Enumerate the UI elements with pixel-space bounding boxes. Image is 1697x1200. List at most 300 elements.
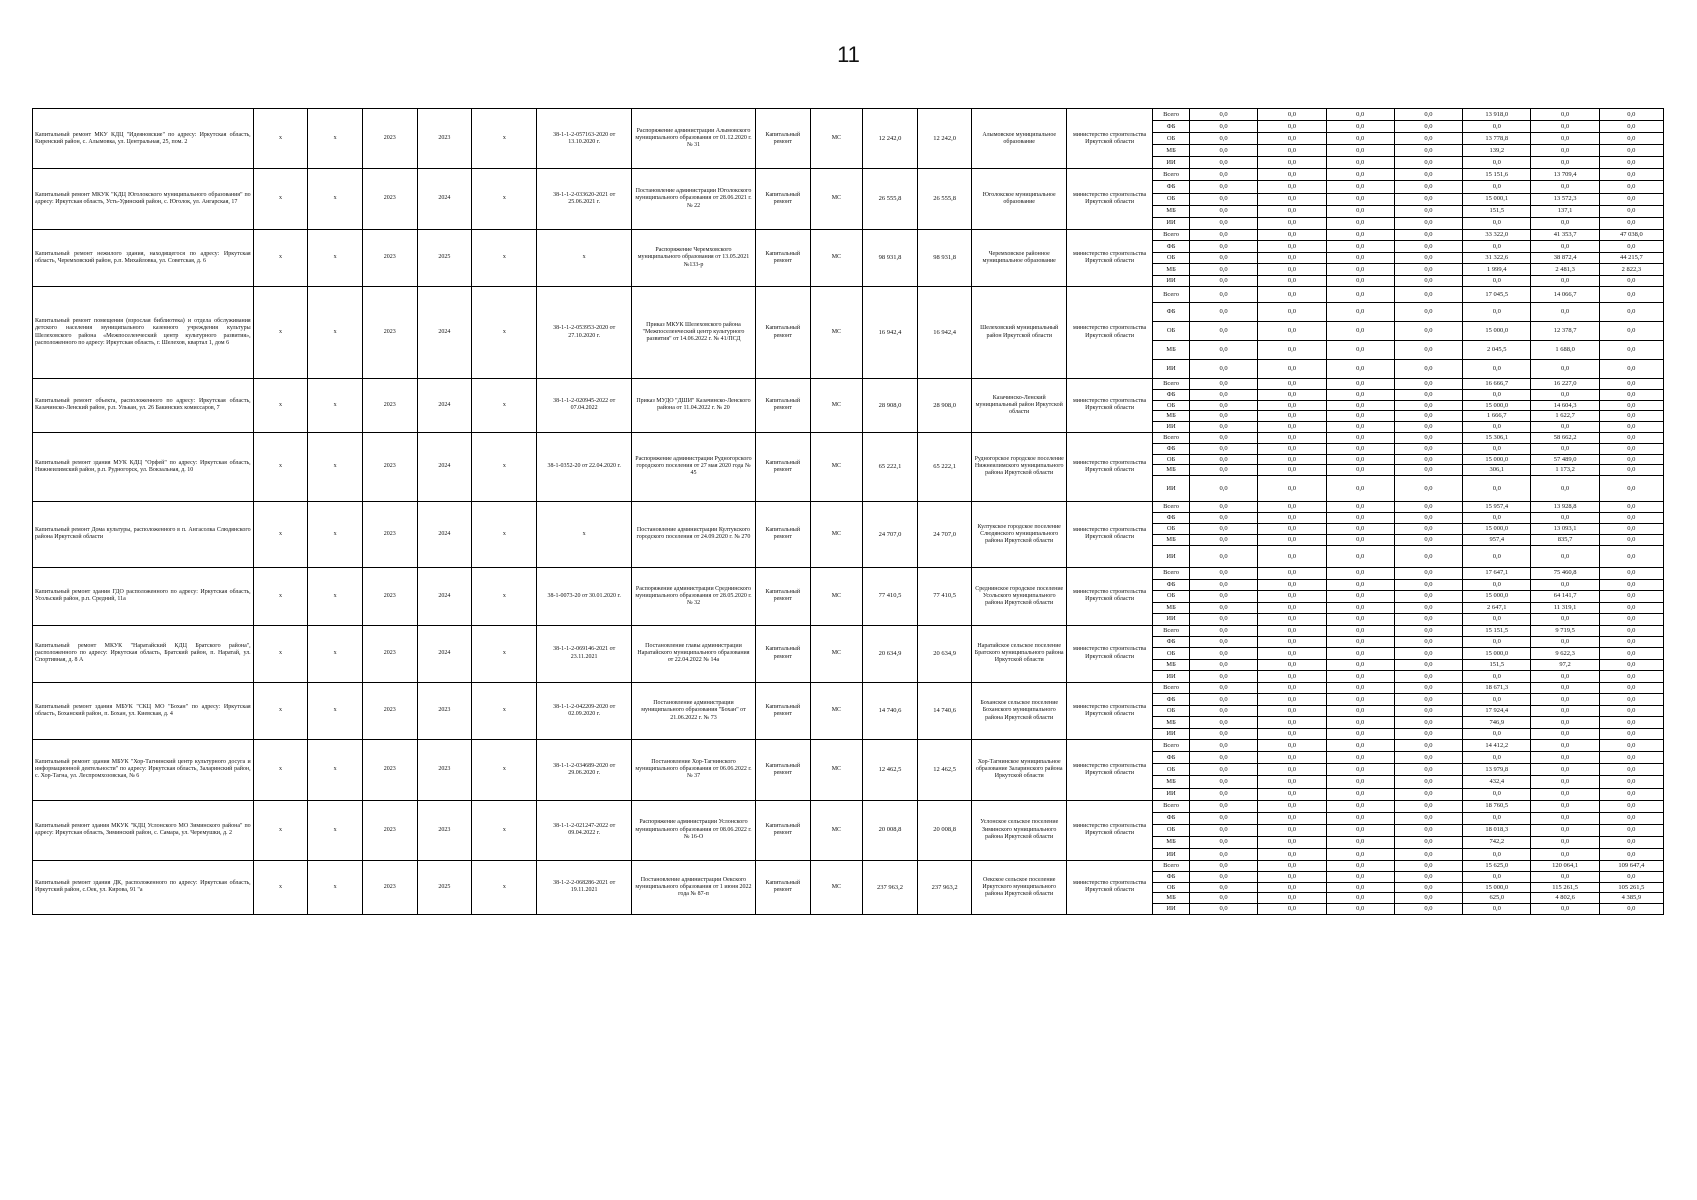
unit-cell: МС: [810, 740, 863, 800]
funding-amount-cell: 57 489,0: [1531, 454, 1599, 465]
approval-document-cell: Постановление Хор-Тагнинского муниципального образования от 06.06.2022 г. № 37: [631, 740, 755, 800]
funding-source-label: ОБ: [1153, 193, 1190, 205]
investment-table: [32, 108, 1664, 915]
approval-document-cell: Распоряжение администрации Алымовского муниципального образования от 01.12.2020 г. № 31: [631, 109, 755, 169]
customer-cell: Хор-Тагнинское муниципальное образование Заларинского района Иркутской области: [972, 740, 1067, 800]
funding-amount-cell: 432,4: [1463, 776, 1531, 788]
col-3-cell: х: [308, 432, 363, 501]
funding-amount-cell: 0,0: [1394, 501, 1462, 512]
estimated-cost-cell: 12 242,0: [863, 109, 918, 169]
funding-amount-cell: 0,0: [1394, 752, 1462, 764]
remaining-cost-cell: 20 008,8: [917, 800, 972, 860]
funding-amount-cell: 0,0: [1326, 800, 1394, 812]
funding-source-label: ОБ: [1153, 400, 1190, 411]
funding-amount-cell: 0,0: [1189, 252, 1257, 263]
funding-amount-cell: 0,0: [1394, 287, 1462, 303]
funding-amount-cell: 0,0: [1258, 287, 1326, 303]
estimated-cost-cell: 77 410,5: [863, 568, 918, 625]
funding-amount-cell: 0,0: [1599, 717, 1663, 728]
funding-amount-cell: 0,0: [1394, 740, 1462, 752]
funding-amount-cell: 0,0: [1326, 169, 1394, 181]
funding-amount-cell: 0,0: [1531, 705, 1599, 716]
end-year-cell: 2024: [417, 432, 472, 501]
funding-amount-cell: 0,0: [1189, 454, 1257, 465]
table-row: [33, 169, 1664, 181]
expertise-cell: 38-1-1-2-057163-2020 от 13.10.2020 г.: [537, 109, 632, 169]
col-6-cell: х: [472, 169, 537, 229]
funding-amount-cell: 0,0: [1599, 217, 1663, 229]
funding-amount-cell: 0,0: [1394, 157, 1462, 169]
grbs-cell: министерство строительства Иркутской области: [1067, 740, 1153, 800]
estimated-cost-cell: 237 963,2: [863, 860, 918, 914]
funding-amount-cell: 0,0: [1394, 340, 1462, 359]
funding-amount-cell: 109 647,4: [1599, 860, 1663, 871]
funding-amount-cell: 0,0: [1531, 682, 1599, 693]
estimated-cost-cell: 28 908,0: [863, 378, 918, 432]
funding-amount-cell: 0,0: [1394, 871, 1462, 882]
start-year-cell: 2023: [362, 568, 417, 625]
funding-amount-cell: 0,0: [1258, 241, 1326, 252]
funding-amount-cell: 0,0: [1326, 648, 1394, 659]
col-3-cell: х: [308, 625, 363, 682]
funding-amount-cell: 0,0: [1258, 121, 1326, 133]
funding-amount-cell: 0,0: [1258, 523, 1326, 534]
funding-amount-cell: 0,0: [1531, 241, 1599, 252]
col-2-cell: х: [253, 229, 308, 286]
funding-amount-cell: 0,0: [1394, 217, 1462, 229]
funding-amount-cell: 0,0: [1531, 443, 1599, 454]
funding-amount-cell: 0,0: [1599, 682, 1663, 693]
funding-amount-cell: 0,0: [1394, 776, 1462, 788]
estimated-cost-cell: 24 707,0: [863, 501, 918, 567]
funding-amount-cell: 1 666,7: [1463, 411, 1531, 422]
funding-amount-cell: 0,0: [1463, 546, 1531, 568]
funding-amount-cell: 0,0: [1394, 800, 1462, 812]
funding-amount-cell: 0,0: [1463, 671, 1531, 682]
customer-cell: Оекское сельское поселение Иркутского муниципального района Иркутской области: [972, 860, 1067, 914]
funding-amount-cell: 0,0: [1394, 614, 1462, 625]
funding-amount-cell: 0,0: [1531, 476, 1599, 502]
customer-cell: Наратайское сельское поселение Братского муниципального района Иркутской области: [972, 625, 1067, 682]
funding-amount-cell: 0,0: [1258, 860, 1326, 871]
expertise-cell: 38-1-1-2-020945-2022 от 07.04.2022: [537, 378, 632, 432]
funding-amount-cell: 0,0: [1531, 788, 1599, 800]
object-name-cell: Капитальный ремонт нежилого здания, находящегося по адресу: Иркутская область, Черемховский район, р.п. Михайловка, ул. Советская, д. 6: [33, 229, 254, 286]
col-2-cell: х: [253, 625, 308, 682]
unit-cell: МС: [810, 860, 863, 914]
funding-amount-cell: 0,0: [1394, 169, 1462, 181]
funding-amount-cell: 0,0: [1258, 275, 1326, 286]
approval-document-cell: Постановление главы администрации Наратайского муниципального образования от 22.04.2022 № 14а: [631, 625, 755, 682]
funding-source-label: ОБ: [1153, 764, 1190, 776]
col-3-cell: х: [308, 287, 363, 379]
funding-amount-cell: 0,0: [1531, 740, 1599, 752]
funding-amount-cell: 0,0: [1258, 193, 1326, 205]
funding-amount-cell: 0,0: [1326, 359, 1394, 378]
funding-amount-cell: 120 064,1: [1531, 860, 1599, 871]
funding-amount-cell: 2 045,5: [1463, 340, 1531, 359]
funding-amount-cell: 0,0: [1394, 591, 1462, 602]
funding-amount-cell: 15 957,4: [1463, 501, 1531, 512]
funding-amount-cell: 0,0: [1326, 241, 1394, 252]
col-3-cell: х: [308, 860, 363, 914]
work-type-cell: Капитальный ремонт: [755, 501, 810, 567]
funding-amount-cell: 41 353,7: [1531, 229, 1599, 240]
approval-document-cell: Постановление администрации муниципального образования "Бохан" от 21.06.2022 г. № 73: [631, 682, 755, 739]
funding-amount-cell: 0,0: [1463, 848, 1531, 860]
funding-source-label: Всего: [1153, 682, 1190, 693]
funding-amount-cell: 0,0: [1599, 321, 1663, 340]
funding-amount-cell: 0,0: [1599, 579, 1663, 590]
approval-document-cell: Постановление администрации Култукского городского поселения от 24.09.2020 г. № 270: [631, 501, 755, 567]
funding-amount-cell: 0,0: [1189, 882, 1257, 893]
funding-amount-cell: 0,0: [1531, 836, 1599, 848]
funding-amount-cell: 105 261,5: [1599, 882, 1663, 893]
funding-source-label: ФБ: [1153, 752, 1190, 764]
funding-amount-cell: 0,0: [1394, 824, 1462, 836]
funding-amount-cell: 0,0: [1258, 824, 1326, 836]
funding-amount-cell: 0,0: [1463, 636, 1531, 647]
unit-cell: МС: [810, 568, 863, 625]
object-name-cell: Капитальный ремонт МКУ КДЦ "Идеяновские" по адресу: Иркутская область, Киренский район, с. Алымовка, ул. Центральная, 25, пом. 2: [33, 109, 254, 169]
funding-amount-cell: 0,0: [1258, 836, 1326, 848]
funding-amount-cell: 0,0: [1531, 275, 1599, 286]
start-year-cell: 2023: [362, 860, 417, 914]
funding-amount-cell: 0,0: [1599, 422, 1663, 433]
funding-amount-cell: 14 604,3: [1531, 400, 1599, 411]
start-year-cell: 2023: [362, 229, 417, 286]
funding-amount-cell: 15 151,5: [1463, 625, 1531, 636]
remaining-cost-cell: 14 740,6: [917, 682, 972, 739]
expertise-cell: 38-1-0352-20 от 22.04.2020 г.: [537, 432, 632, 501]
funding-amount-cell: 0,0: [1599, 512, 1663, 523]
funding-amount-cell: 0,0: [1599, 193, 1663, 205]
funding-amount-cell: 0,0: [1326, 625, 1394, 636]
funding-amount-cell: 1 688,0: [1531, 340, 1599, 359]
start-year-cell: 2023: [362, 501, 417, 567]
funding-amount-cell: 0,0: [1258, 133, 1326, 145]
col-2-cell: х: [253, 800, 308, 860]
funding-amount-cell: 0,0: [1189, 728, 1257, 739]
expertise-cell: х: [537, 229, 632, 286]
funding-amount-cell: 0,0: [1189, 476, 1257, 502]
unit-cell: МС: [810, 625, 863, 682]
unit-cell: МС: [810, 169, 863, 229]
funding-amount-cell: 0,0: [1189, 848, 1257, 860]
funding-amount-cell: 0,0: [1394, 860, 1462, 871]
grbs-cell: министерство строительства Иркутской области: [1067, 229, 1153, 286]
funding-source-label: МБ: [1153, 602, 1190, 613]
funding-amount-cell: 1 173,2: [1531, 465, 1599, 476]
expertise-cell: 38-1-2-2-068286-2021 от 19.11.2021: [537, 860, 632, 914]
funding-amount-cell: 0,0: [1599, 636, 1663, 647]
col-6-cell: х: [472, 287, 537, 379]
funding-amount-cell: 0,0: [1189, 860, 1257, 871]
funding-amount-cell: 0,0: [1599, 848, 1663, 860]
funding-amount-cell: 0,0: [1599, 568, 1663, 579]
funding-amount-cell: 15 000,0: [1463, 648, 1531, 659]
end-year-cell: 2023: [417, 109, 472, 169]
funding-amount-cell: 957,4: [1463, 534, 1531, 545]
work-type-cell: Капитальный ремонт: [755, 860, 810, 914]
funding-amount-cell: 0,0: [1189, 169, 1257, 181]
expertise-cell: 38-1-1-2-021247-2022 от 09.04.2022 г.: [537, 800, 632, 860]
funding-amount-cell: 0,0: [1394, 181, 1462, 193]
funding-amount-cell: 0,0: [1189, 389, 1257, 400]
funding-amount-cell: 13 979,8: [1463, 764, 1531, 776]
funding-amount-cell: 0,0: [1531, 636, 1599, 647]
funding-source-label: ОБ: [1153, 133, 1190, 145]
funding-amount-cell: 0,0: [1599, 836, 1663, 848]
funding-amount-cell: 0,0: [1258, 512, 1326, 523]
object-name-cell: Капитальный ремонт Дома культуры, расположенного в п. Ангасолка Слюдянского района Иркутской области: [33, 501, 254, 567]
end-year-cell: 2024: [417, 169, 472, 229]
funding-amount-cell: 0,0: [1326, 252, 1394, 263]
funding-amount-cell: 0,0: [1258, 579, 1326, 590]
funding-amount-cell: 306,1: [1463, 465, 1531, 476]
funding-source-label: Всего: [1153, 568, 1190, 579]
funding-amount-cell: 0,0: [1394, 302, 1462, 321]
funding-amount-cell: 0,0: [1394, 705, 1462, 716]
funding-amount-cell: 0,0: [1463, 359, 1531, 378]
funding-amount-cell: 742,2: [1463, 836, 1531, 848]
funding-source-label: Всего: [1153, 625, 1190, 636]
funding-amount-cell: 0,0: [1326, 205, 1394, 217]
grbs-cell: министерство строительства Иркутской области: [1067, 378, 1153, 432]
funding-amount-cell: 0,0: [1599, 109, 1663, 121]
funding-source-label: ИИ: [1153, 157, 1190, 169]
unit-cell: МС: [810, 800, 863, 860]
object-name-cell: Капитальный ремонт здания ГДО расположенного по адресу: Иркутская область, Усольский район, р.п. Средний, 11а: [33, 568, 254, 625]
funding-amount-cell: 0,0: [1599, 378, 1663, 389]
end-year-cell: 2024: [417, 501, 472, 567]
funding-amount-cell: 0,0: [1326, 443, 1394, 454]
grbs-cell: министерство строительства Иркутской области: [1067, 109, 1153, 169]
funding-amount-cell: 0,0: [1189, 400, 1257, 411]
funding-amount-cell: 0,0: [1463, 904, 1531, 915]
object-name-cell: Капитальный ремонт объекта, расположенного по адресу: Иркутская область, Казачинско-Ленский район, р.п. Улькан, ул. 26 Бакинских комиссаров, 7: [33, 378, 254, 432]
funding-amount-cell: 0,0: [1189, 501, 1257, 512]
funding-source-label: ФБ: [1153, 812, 1190, 824]
funding-source-label: ОБ: [1153, 252, 1190, 263]
funding-amount-cell: 0,0: [1531, 694, 1599, 705]
customer-cell: Казачинско-Ленский муниципальный район Иркутской области: [972, 378, 1067, 432]
funding-amount-cell: 0,0: [1258, 740, 1326, 752]
funding-amount-cell: 0,0: [1189, 241, 1257, 252]
funding-amount-cell: 0,0: [1599, 169, 1663, 181]
funding-source-label: Всего: [1153, 501, 1190, 512]
funding-amount-cell: 0,0: [1326, 824, 1394, 836]
funding-amount-cell: 0,0: [1189, 705, 1257, 716]
funding-amount-cell: 75 460,8: [1531, 568, 1599, 579]
estimated-cost-cell: 16 942,4: [863, 287, 918, 379]
funding-amount-cell: 0,0: [1394, 252, 1462, 263]
funding-amount-cell: 0,0: [1463, 389, 1531, 400]
funding-amount-cell: 835,7: [1531, 534, 1599, 545]
funding-amount-cell: 0,0: [1326, 217, 1394, 229]
work-type-cell: Капитальный ремонт: [755, 625, 810, 682]
funding-amount-cell: 0,0: [1258, 422, 1326, 433]
funding-amount-cell: 0,0: [1189, 181, 1257, 193]
funding-source-label: МБ: [1153, 340, 1190, 359]
funding-amount-cell: 0,0: [1531, 848, 1599, 860]
funding-amount-cell: 0,0: [1326, 229, 1394, 240]
col-2-cell: х: [253, 860, 308, 914]
approval-document-cell: Постановление администрации Юголокского муниципального образования от 28.06.2021 г. № 22: [631, 169, 755, 229]
funding-amount-cell: 0,0: [1394, 145, 1462, 157]
object-name-cell: Капитальный ремонт здания МБУК "СКЦ МО "Бохан" по адресу: Иркутская область, Боханский район, п. Бохан, ул. Киевская, д. 4: [33, 682, 254, 739]
funding-amount-cell: 0,0: [1189, 321, 1257, 340]
funding-amount-cell: 0,0: [1258, 181, 1326, 193]
funding-amount-cell: 0,0: [1189, 636, 1257, 647]
funding-amount-cell: 0,0: [1531, 812, 1599, 824]
funding-source-label: ФБ: [1153, 241, 1190, 252]
funding-amount-cell: 0,0: [1326, 422, 1394, 433]
work-type-cell: Капитальный ремонт: [755, 109, 810, 169]
funding-amount-cell: 0,0: [1189, 836, 1257, 848]
funding-source-label: ФБ: [1153, 181, 1190, 193]
funding-amount-cell: 0,0: [1258, 752, 1326, 764]
funding-amount-cell: 0,0: [1394, 836, 1462, 848]
funding-amount-cell: 0,0: [1599, 465, 1663, 476]
customer-cell: Среднинское городское поселение Усольского муниципального района Иркутской области: [972, 568, 1067, 625]
col-6-cell: х: [472, 229, 537, 286]
col-3-cell: х: [308, 740, 363, 800]
funding-amount-cell: 0,0: [1258, 432, 1326, 443]
funding-amount-cell: 0,0: [1394, 579, 1462, 590]
funding-amount-cell: 0,0: [1599, 302, 1663, 321]
funding-amount-cell: 0,0: [1394, 264, 1462, 275]
table-row: [33, 740, 1664, 752]
table-row: [33, 501, 1664, 512]
funding-amount-cell: 0,0: [1258, 169, 1326, 181]
end-year-cell: 2024: [417, 568, 472, 625]
col-3-cell: х: [308, 229, 363, 286]
funding-amount-cell: 0,0: [1258, 568, 1326, 579]
funding-amount-cell: 0,0: [1189, 340, 1257, 359]
funding-amount-cell: 0,0: [1599, 871, 1663, 882]
funding-amount-cell: 0,0: [1326, 454, 1394, 465]
funding-amount-cell: 0,0: [1189, 602, 1257, 613]
funding-amount-cell: 0,0: [1394, 389, 1462, 400]
table-row: [33, 432, 1664, 443]
funding-amount-cell: 0,0: [1326, 568, 1394, 579]
funding-amount-cell: 0,0: [1394, 275, 1462, 286]
funding-amount-cell: 2 822,3: [1599, 264, 1663, 275]
funding-amount-cell: 0,0: [1258, 848, 1326, 860]
funding-amount-cell: 0,0: [1599, 121, 1663, 133]
funding-amount-cell: 0,0: [1189, 359, 1257, 378]
col-3-cell: х: [308, 378, 363, 432]
funding-amount-cell: 0,0: [1599, 764, 1663, 776]
funding-amount-cell: 0,0: [1463, 476, 1531, 502]
investment-table-wrapper: [32, 108, 1664, 915]
funding-amount-cell: 0,0: [1463, 302, 1531, 321]
funding-amount-cell: 1 999,4: [1463, 264, 1531, 275]
unit-cell: МС: [810, 501, 863, 567]
funding-amount-cell: 0,0: [1326, 602, 1394, 613]
funding-amount-cell: 0,0: [1394, 882, 1462, 893]
funding-amount-cell: 0,0: [1189, 193, 1257, 205]
col-2-cell: х: [253, 501, 308, 567]
funding-amount-cell: 0,0: [1599, 275, 1663, 286]
funding-amount-cell: 0,0: [1189, 682, 1257, 693]
remaining-cost-cell: 20 634,9: [917, 625, 972, 682]
funding-amount-cell: 0,0: [1189, 717, 1257, 728]
funding-amount-cell: 0,0: [1394, 636, 1462, 647]
funding-amount-cell: 0,0: [1326, 591, 1394, 602]
funding-amount-cell: 0,0: [1394, 764, 1462, 776]
funding-amount-cell: 2 481,3: [1531, 264, 1599, 275]
funding-amount-cell: 0,0: [1326, 340, 1394, 359]
unit-cell: МС: [810, 287, 863, 379]
funding-amount-cell: 0,0: [1531, 614, 1599, 625]
funding-amount-cell: 0,0: [1531, 800, 1599, 812]
funding-amount-cell: 0,0: [1326, 671, 1394, 682]
funding-amount-cell: 0,0: [1599, 476, 1663, 502]
funding-amount-cell: 0,0: [1258, 534, 1326, 545]
remaining-cost-cell: 16 942,4: [917, 287, 972, 379]
funding-amount-cell: 0,0: [1599, 241, 1663, 252]
grbs-cell: министерство строительства Иркутской области: [1067, 568, 1153, 625]
funding-source-label: ИИ: [1153, 546, 1190, 568]
funding-amount-cell: 13 928,8: [1531, 501, 1599, 512]
grbs-cell: министерство строительства Иркутской области: [1067, 682, 1153, 739]
object-name-cell: Капитальный ремонт здания МКУК "КДЦ Услонского МО Зиминского района" по адресу: Иркутская область, Зиминский район, с. Самара, ул. Черемушки, д. 2: [33, 800, 254, 860]
funding-amount-cell: 151,5: [1463, 659, 1531, 670]
funding-amount-cell: 31 322,6: [1463, 252, 1531, 263]
funding-amount-cell: 0,0: [1189, 671, 1257, 682]
grbs-cell: министерство строительства Иркутской области: [1067, 287, 1153, 379]
funding-amount-cell: 0,0: [1326, 860, 1394, 871]
funding-amount-cell: 0,0: [1189, 812, 1257, 824]
work-type-cell: Капитальный ремонт: [755, 800, 810, 860]
funding-amount-cell: 0,0: [1258, 812, 1326, 824]
end-year-cell: 2024: [417, 378, 472, 432]
table-row: [33, 568, 1664, 579]
col-6-cell: х: [472, 378, 537, 432]
funding-source-label: Всего: [1153, 287, 1190, 303]
customer-cell: Услонское сельское поселение Зиминского муниципального района Иркутской области: [972, 800, 1067, 860]
funding-amount-cell: 0,0: [1599, 400, 1663, 411]
funding-amount-cell: 0,0: [1599, 602, 1663, 613]
funding-amount-cell: 0,0: [1326, 411, 1394, 422]
funding-amount-cell: 0,0: [1189, 534, 1257, 545]
funding-amount-cell: 0,0: [1258, 465, 1326, 476]
funding-amount-cell: 0,0: [1258, 776, 1326, 788]
funding-source-label: МБ: [1153, 465, 1190, 476]
col-6-cell: х: [472, 501, 537, 567]
funding-amount-cell: 0,0: [1189, 764, 1257, 776]
col-2-cell: х: [253, 740, 308, 800]
funding-amount-cell: 0,0: [1326, 181, 1394, 193]
table-row: [33, 625, 1664, 636]
funding-amount-cell: 0,0: [1463, 579, 1531, 590]
funding-amount-cell: 0,0: [1599, 648, 1663, 659]
funding-amount-cell: 15 306,1: [1463, 432, 1531, 443]
funding-amount-cell: 0,0: [1599, 824, 1663, 836]
funding-amount-cell: 0,0: [1258, 229, 1326, 240]
funding-amount-cell: 0,0: [1189, 800, 1257, 812]
expertise-cell: 38-1-1-2-042209-2020 от 02.09.2020 г.: [537, 682, 632, 739]
start-year-cell: 2023: [362, 432, 417, 501]
funding-amount-cell: 0,0: [1258, 476, 1326, 502]
funding-amount-cell: 0,0: [1326, 287, 1394, 303]
funding-amount-cell: 0,0: [1531, 579, 1599, 590]
funding-amount-cell: 13 709,4: [1531, 169, 1599, 181]
funding-amount-cell: 0,0: [1258, 659, 1326, 670]
funding-source-label: ФБ: [1153, 512, 1190, 523]
